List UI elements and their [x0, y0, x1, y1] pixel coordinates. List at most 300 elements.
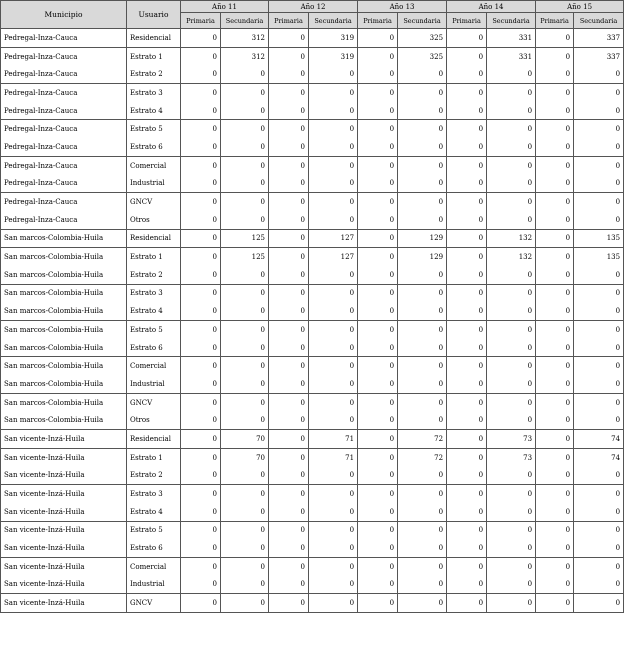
table-row	[1, 29, 624, 48]
table-row	[1, 156, 624, 174]
cell-primaria: 0	[536, 65, 574, 83]
cell-municipio: Pedregal-Inza-Cauca	[1, 175, 127, 193]
cell-secundaria: 0	[221, 357, 269, 375]
cell-primaria: 0	[181, 539, 221, 557]
cell-secundaria: 0	[487, 467, 536, 485]
cell-usuario: Otros	[127, 211, 181, 229]
cell-secundaria: 0	[398, 594, 447, 613]
cell-primaria: 0	[269, 357, 309, 375]
cell-primaria: 0	[536, 521, 574, 539]
cell-secundaria: 0	[221, 503, 269, 521]
cell-usuario: Otros	[127, 411, 181, 429]
table-row	[1, 102, 624, 120]
cell-secundaria: 132	[487, 248, 536, 266]
table-row	[1, 175, 624, 193]
cell-secundaria: 0	[574, 84, 624, 102]
cell-primaria: 0	[269, 229, 309, 248]
cell-municipio: Pedregal-Inza-Cauca	[1, 120, 127, 138]
cell-municipio: San marcos-Colombia-Huila	[1, 411, 127, 429]
cell-usuario: Estrato 6	[127, 339, 181, 357]
cell-secundaria: 319	[309, 29, 358, 48]
cell-usuario: Estrato 1	[127, 47, 181, 65]
cell-primaria: 0	[536, 339, 574, 357]
cell-primaria: 0	[536, 557, 574, 575]
cell-secundaria: 0	[221, 138, 269, 156]
cell-primaria: 0	[447, 557, 487, 575]
cell-usuario: Estrato 6	[127, 539, 181, 557]
cell-secundaria: 0	[487, 557, 536, 575]
cell-primaria: 0	[447, 467, 487, 485]
cell-usuario: Estrato 1	[127, 448, 181, 466]
cell-secundaria: 0	[221, 485, 269, 503]
cell-primaria: 0	[181, 393, 221, 411]
cell-primaria: 0	[358, 248, 398, 266]
cell-secundaria: 0	[574, 120, 624, 138]
cell-primaria: 0	[358, 430, 398, 449]
cell-primaria: 0	[358, 467, 398, 485]
cell-secundaria: 0	[221, 594, 269, 613]
cell-primaria: 0	[447, 248, 487, 266]
table-row	[1, 503, 624, 521]
cell-secundaria: 325	[398, 47, 447, 65]
header-year: Año 15	[536, 1, 624, 13]
cell-primaria: 0	[358, 229, 398, 248]
cell-usuario: Comercial	[127, 357, 181, 375]
table-row	[1, 521, 624, 539]
cell-usuario: Estrato 3	[127, 284, 181, 302]
cell-secundaria: 0	[487, 357, 536, 375]
cell-secundaria: 135	[574, 248, 624, 266]
cell-secundaria: 0	[398, 65, 447, 83]
cell-secundaria: 0	[309, 156, 358, 174]
cell-secundaria: 0	[398, 557, 447, 575]
cell-secundaria: 70	[221, 448, 269, 466]
header-year: Año 14	[447, 1, 536, 13]
cell-primaria: 0	[358, 357, 398, 375]
cell-primaria: 0	[358, 448, 398, 466]
cell-primaria: 0	[536, 156, 574, 174]
cell-usuario: Comercial	[127, 557, 181, 575]
cell-primaria: 0	[358, 175, 398, 193]
cell-usuario: Estrato 2	[127, 266, 181, 284]
cell-primaria: 0	[536, 102, 574, 120]
cell-secundaria: 0	[221, 557, 269, 575]
cell-secundaria: 0	[574, 467, 624, 485]
cell-municipio: San vicente-Inzá-Huila	[1, 521, 127, 539]
cell-secundaria: 0	[574, 156, 624, 174]
cell-primaria: 0	[181, 120, 221, 138]
cell-usuario: Estrato 5	[127, 120, 181, 138]
cell-secundaria: 0	[309, 120, 358, 138]
cell-primaria: 0	[447, 47, 487, 65]
cell-primaria: 0	[269, 503, 309, 521]
table-row	[1, 193, 624, 211]
cell-secundaria: 325	[398, 29, 447, 48]
cell-municipio: Pedregal-Inza-Cauca	[1, 84, 127, 102]
cell-secundaria: 0	[398, 357, 447, 375]
cell-primaria: 0	[269, 138, 309, 156]
cell-primaria: 0	[181, 485, 221, 503]
cell-primaria: 0	[447, 448, 487, 466]
cell-primaria: 0	[536, 29, 574, 48]
cell-primaria: 0	[181, 211, 221, 229]
cell-secundaria: 0	[398, 175, 447, 193]
cell-secundaria: 0	[309, 393, 358, 411]
cell-primaria: 0	[536, 467, 574, 485]
cell-secundaria: 72	[398, 448, 447, 466]
cell-usuario: Estrato 4	[127, 503, 181, 521]
cell-primaria: 0	[447, 156, 487, 174]
cell-secundaria: 0	[221, 339, 269, 357]
cell-primaria: 0	[181, 339, 221, 357]
table-row	[1, 84, 624, 102]
cell-primaria: 0	[269, 302, 309, 320]
header-year: Año 12	[269, 1, 358, 13]
cell-secundaria: 0	[487, 211, 536, 229]
cell-primaria: 0	[447, 539, 487, 557]
table-row	[1, 411, 624, 429]
cell-primaria: 0	[358, 375, 398, 393]
table-row	[1, 120, 624, 138]
cell-municipio: San vicente-Inzá-Huila	[1, 557, 127, 575]
cell-usuario: Comercial	[127, 156, 181, 174]
cell-secundaria: 312	[221, 47, 269, 65]
cell-secundaria: 0	[487, 193, 536, 211]
cell-secundaria: 312	[221, 29, 269, 48]
header-primaria: Primaria	[269, 13, 309, 29]
cell-municipio: San vicente-Inzá-Huila	[1, 503, 127, 521]
cell-municipio: San marcos-Colombia-Huila	[1, 248, 127, 266]
cell-secundaria: 0	[309, 521, 358, 539]
cell-secundaria: 0	[398, 193, 447, 211]
cell-primaria: 0	[447, 138, 487, 156]
table-row	[1, 321, 624, 339]
cell-usuario: GNCV	[127, 393, 181, 411]
cell-primaria: 0	[269, 339, 309, 357]
cell-municipio: Pedregal-Inza-Cauca	[1, 65, 127, 83]
cell-secundaria: 0	[398, 539, 447, 557]
cell-secundaria: 0	[221, 266, 269, 284]
cell-primaria: 0	[536, 393, 574, 411]
cell-municipio: San marcos-Colombia-Huila	[1, 393, 127, 411]
cell-primaria: 0	[447, 102, 487, 120]
cell-primaria: 0	[181, 138, 221, 156]
cell-secundaria: 0	[574, 193, 624, 211]
cell-secundaria: 0	[221, 120, 269, 138]
cell-primaria: 0	[536, 266, 574, 284]
cell-primaria: 0	[181, 29, 221, 48]
cell-secundaria: 0	[309, 211, 358, 229]
cell-primaria: 0	[447, 211, 487, 229]
cell-usuario: Estrato 1	[127, 248, 181, 266]
table-row	[1, 448, 624, 466]
cell-secundaria: 0	[221, 521, 269, 539]
header-secundaria: Secundaria	[398, 13, 447, 29]
header-secundaria: Secundaria	[309, 13, 358, 29]
cell-secundaria: 0	[398, 156, 447, 174]
cell-municipio: San vicente-Inzá-Huila	[1, 576, 127, 594]
header-usuario: Usuario	[127, 1, 181, 29]
cell-primaria: 0	[181, 302, 221, 320]
table-row	[1, 357, 624, 375]
cell-primaria: 0	[358, 557, 398, 575]
cell-primaria: 0	[358, 594, 398, 613]
cell-primaria: 0	[181, 102, 221, 120]
cell-secundaria: 0	[487, 594, 536, 613]
cell-secundaria: 0	[398, 120, 447, 138]
cell-secundaria: 0	[221, 211, 269, 229]
cell-primaria: 0	[181, 357, 221, 375]
cell-secundaria: 0	[574, 411, 624, 429]
cell-primaria: 0	[181, 193, 221, 211]
header-year: Año 13	[358, 1, 447, 13]
cell-secundaria: 0	[574, 302, 624, 320]
cell-primaria: 0	[358, 29, 398, 48]
cell-secundaria: 0	[398, 503, 447, 521]
cell-secundaria: 0	[574, 266, 624, 284]
cell-secundaria: 0	[574, 102, 624, 120]
cell-secundaria: 0	[309, 321, 358, 339]
cell-secundaria: 0	[398, 284, 447, 302]
cell-secundaria: 0	[398, 375, 447, 393]
cell-primaria: 0	[447, 302, 487, 320]
cell-primaria: 0	[181, 266, 221, 284]
cell-primaria: 0	[181, 175, 221, 193]
cell-primaria: 0	[269, 120, 309, 138]
cell-primaria: 0	[269, 284, 309, 302]
cell-primaria: 0	[536, 84, 574, 102]
cell-secundaria: 0	[221, 65, 269, 83]
cell-primaria: 0	[536, 357, 574, 375]
cell-secundaria: 0	[309, 594, 358, 613]
cell-primaria: 0	[447, 521, 487, 539]
cell-primaria: 0	[447, 175, 487, 193]
table-row	[1, 485, 624, 503]
cell-secundaria: 0	[574, 138, 624, 156]
cell-secundaria: 70	[221, 430, 269, 449]
cell-primaria: 0	[181, 411, 221, 429]
cell-primaria: 0	[447, 284, 487, 302]
cell-usuario: Industrial	[127, 576, 181, 594]
cell-primaria: 0	[358, 84, 398, 102]
cell-secundaria: 0	[574, 393, 624, 411]
cell-municipio: San marcos-Colombia-Huila	[1, 321, 127, 339]
cell-secundaria: 0	[574, 175, 624, 193]
cell-secundaria: 331	[487, 47, 536, 65]
cell-primaria: 0	[536, 302, 574, 320]
cell-primaria: 0	[358, 65, 398, 83]
cell-primaria: 0	[269, 193, 309, 211]
cell-primaria: 0	[358, 284, 398, 302]
cell-secundaria: 0	[487, 503, 536, 521]
cell-primaria: 0	[358, 411, 398, 429]
cell-secundaria: 135	[574, 229, 624, 248]
cell-secundaria: 73	[487, 430, 536, 449]
cell-primaria: 0	[181, 284, 221, 302]
cell-secundaria: 0	[398, 411, 447, 429]
cell-primaria: 0	[358, 503, 398, 521]
cell-secundaria: 0	[309, 576, 358, 594]
cell-primaria: 0	[447, 503, 487, 521]
cell-secundaria: 0	[574, 321, 624, 339]
cell-primaria: 0	[536, 448, 574, 466]
cell-secundaria: 127	[309, 229, 358, 248]
cell-secundaria: 71	[309, 430, 358, 449]
cell-primaria: 0	[181, 467, 221, 485]
cell-secundaria: 0	[487, 102, 536, 120]
cell-municipio: San vicente-Inzá-Huila	[1, 594, 127, 613]
cell-primaria: 0	[181, 229, 221, 248]
cell-primaria: 0	[181, 156, 221, 174]
cell-secundaria: 0	[487, 321, 536, 339]
cell-primaria: 0	[536, 539, 574, 557]
cell-municipio: San marcos-Colombia-Huila	[1, 302, 127, 320]
cell-secundaria: 125	[221, 229, 269, 248]
cell-primaria: 0	[447, 321, 487, 339]
cell-primaria: 0	[181, 430, 221, 449]
cell-municipio: Pedregal-Inza-Cauca	[1, 47, 127, 65]
cell-usuario: Estrato 5	[127, 321, 181, 339]
cell-primaria: 0	[447, 29, 487, 48]
cell-secundaria: 319	[309, 47, 358, 65]
cell-secundaria: 337	[574, 47, 624, 65]
cell-primaria: 0	[269, 156, 309, 174]
cell-secundaria: 0	[574, 284, 624, 302]
cell-secundaria: 0	[221, 102, 269, 120]
cell-secundaria: 0	[309, 503, 358, 521]
cell-primaria: 0	[181, 557, 221, 575]
cell-primaria: 0	[181, 375, 221, 393]
cell-primaria: 0	[447, 576, 487, 594]
cell-secundaria: 0	[574, 539, 624, 557]
cell-secundaria: 0	[221, 375, 269, 393]
cell-secundaria: 0	[398, 211, 447, 229]
cell-primaria: 0	[536, 120, 574, 138]
cell-primaria: 0	[447, 375, 487, 393]
cell-primaria: 0	[447, 393, 487, 411]
cell-secundaria: 0	[398, 576, 447, 594]
cell-municipio: Pedregal-Inza-Cauca	[1, 29, 127, 48]
cell-primaria: 0	[447, 411, 487, 429]
cell-primaria: 0	[181, 84, 221, 102]
cell-primaria: 0	[269, 102, 309, 120]
cell-secundaria: 0	[309, 266, 358, 284]
cell-secundaria: 0	[309, 175, 358, 193]
cell-usuario: GNCV	[127, 193, 181, 211]
cell-municipio: Pedregal-Inza-Cauca	[1, 156, 127, 174]
cell-primaria: 0	[536, 193, 574, 211]
cell-secundaria: 331	[487, 29, 536, 48]
cell-secundaria: 0	[309, 193, 358, 211]
table-row	[1, 266, 624, 284]
cell-primaria: 0	[269, 485, 309, 503]
cell-usuario: Estrato 2	[127, 467, 181, 485]
cell-municipio: San vicente-Inzá-Huila	[1, 448, 127, 466]
cell-primaria: 0	[536, 430, 574, 449]
cell-secundaria: 0	[309, 375, 358, 393]
cell-primaria: 0	[447, 120, 487, 138]
cell-secundaria: 0	[574, 521, 624, 539]
table-row	[1, 594, 624, 613]
cell-usuario: GNCV	[127, 594, 181, 613]
cell-primaria: 0	[536, 284, 574, 302]
cell-secundaria: 0	[574, 594, 624, 613]
cell-primaria: 0	[269, 47, 309, 65]
cell-primaria: 0	[358, 539, 398, 557]
cell-primaria: 0	[269, 576, 309, 594]
cell-primaria: 0	[358, 156, 398, 174]
cell-secundaria: 0	[221, 193, 269, 211]
cell-secundaria: 0	[309, 467, 358, 485]
table-row	[1, 229, 624, 248]
cell-usuario: Estrato 3	[127, 485, 181, 503]
cell-primaria: 0	[536, 576, 574, 594]
cell-secundaria: 127	[309, 248, 358, 266]
cell-primaria: 0	[269, 557, 309, 575]
cell-secundaria: 0	[398, 339, 447, 357]
cell-secundaria: 0	[309, 138, 358, 156]
header-year: Año 11	[181, 1, 269, 13]
cell-municipio: San marcos-Colombia-Huila	[1, 339, 127, 357]
cell-municipio: San vicente-Inzá-Huila	[1, 539, 127, 557]
cell-primaria: 0	[269, 248, 309, 266]
cell-primaria: 0	[536, 229, 574, 248]
cell-primaria: 0	[181, 448, 221, 466]
cell-secundaria: 74	[574, 448, 624, 466]
cell-secundaria: 0	[309, 539, 358, 557]
cell-secundaria: 0	[398, 467, 447, 485]
table-row	[1, 284, 624, 302]
cell-municipio: San marcos-Colombia-Huila	[1, 229, 127, 248]
cell-primaria: 0	[536, 375, 574, 393]
cell-primaria: 0	[358, 302, 398, 320]
cell-primaria: 0	[358, 266, 398, 284]
header-primaria: Primaria	[358, 13, 398, 29]
cell-primaria: 0	[358, 485, 398, 503]
cell-primaria: 0	[358, 211, 398, 229]
cell-primaria: 0	[269, 448, 309, 466]
table-row	[1, 65, 624, 83]
cell-primaria: 0	[447, 229, 487, 248]
cell-primaria: 0	[536, 138, 574, 156]
cell-secundaria: 0	[487, 266, 536, 284]
cell-secundaria: 74	[574, 430, 624, 449]
cell-primaria: 0	[358, 47, 398, 65]
cell-secundaria: 0	[221, 576, 269, 594]
cell-secundaria: 0	[309, 357, 358, 375]
cell-primaria: 0	[358, 120, 398, 138]
table-row	[1, 211, 624, 229]
cell-secundaria: 0	[309, 302, 358, 320]
cell-primaria: 0	[358, 339, 398, 357]
cell-secundaria: 0	[487, 339, 536, 357]
cell-primaria: 0	[269, 321, 309, 339]
cell-primaria: 0	[536, 503, 574, 521]
header-primaria: Primaria	[181, 13, 221, 29]
cell-primaria: 0	[447, 357, 487, 375]
table-row	[1, 393, 624, 411]
cell-primaria: 0	[269, 411, 309, 429]
cell-primaria: 0	[181, 248, 221, 266]
table-row	[1, 539, 624, 557]
cell-primaria: 0	[447, 84, 487, 102]
cell-secundaria: 0	[574, 211, 624, 229]
header-primaria: Primaria	[447, 13, 487, 29]
cell-municipio: San marcos-Colombia-Huila	[1, 375, 127, 393]
cell-primaria: 0	[358, 393, 398, 411]
cell-secundaria: 0	[487, 411, 536, 429]
cell-secundaria: 0	[487, 175, 536, 193]
